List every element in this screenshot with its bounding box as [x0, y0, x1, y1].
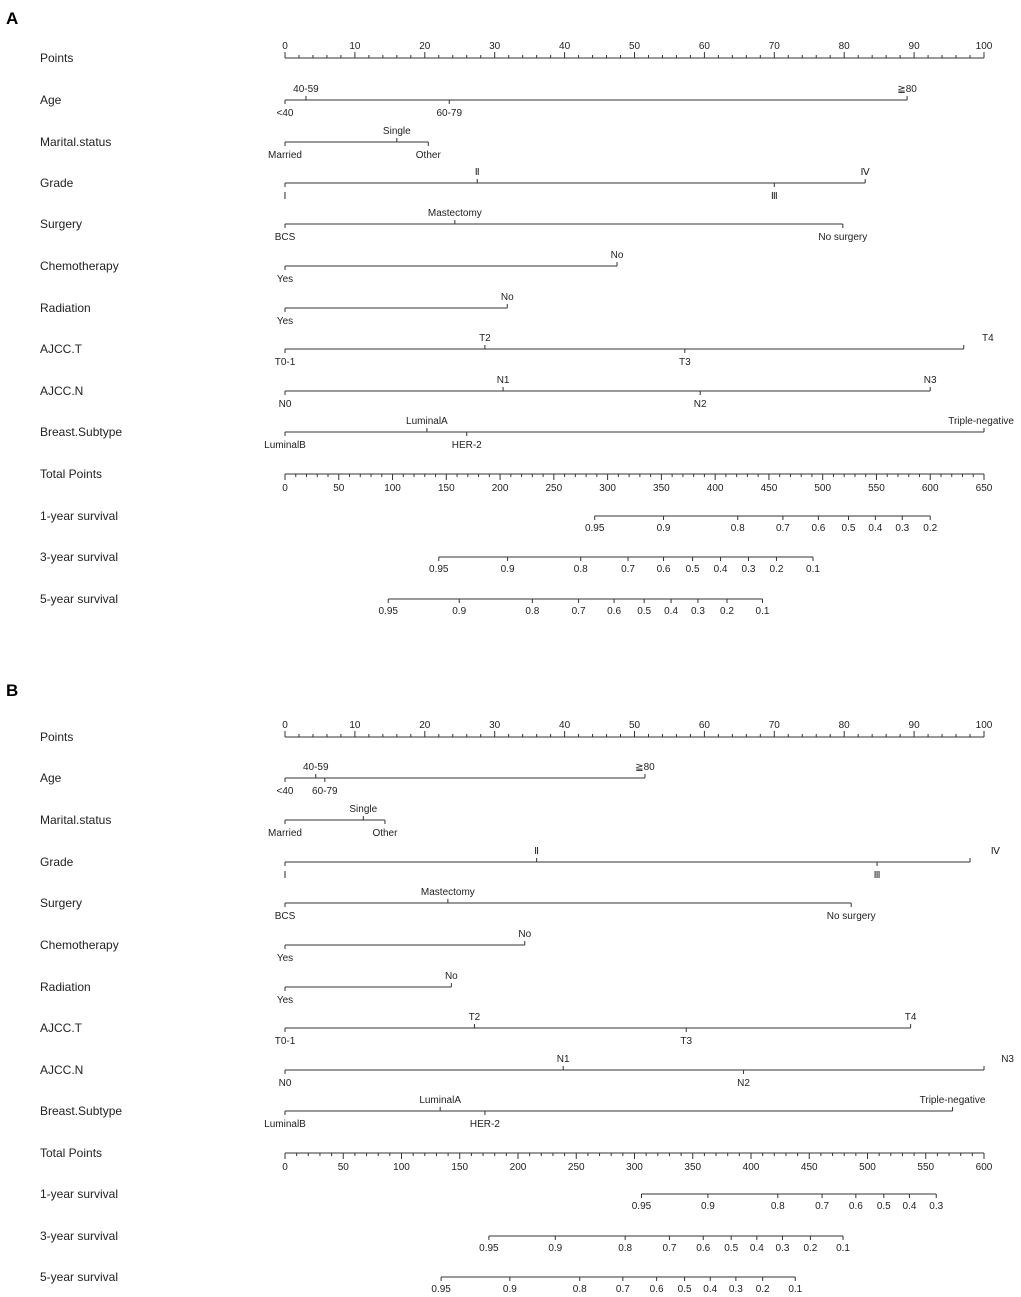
survival-label: 3-year survival — [40, 550, 119, 564]
points-tick-label: 20 — [419, 41, 431, 52]
variable-label: Surgery — [40, 896, 83, 910]
level-label: N0 — [278, 1078, 292, 1089]
level-label: Married — [268, 150, 302, 161]
points-label: Points — [40, 730, 74, 744]
survival-tick-label: 0.9 — [656, 523, 671, 534]
level-label: 40-59 — [302, 762, 329, 773]
survival-tick-label: 0.95 — [479, 1243, 499, 1254]
total-tick-label: 0 — [282, 1162, 288, 1173]
points-tick-label: 90 — [908, 41, 920, 52]
survival-tick-label: 0.95 — [429, 564, 449, 575]
level-label: Yes — [276, 995, 294, 1006]
survival-tick-label: 0.8 — [770, 1201, 785, 1212]
level-label: Mastectomy — [427, 208, 482, 219]
total-tick-label: 400 — [742, 1162, 760, 1173]
points-tick-label: 0 — [282, 720, 288, 731]
total-tick-label: 450 — [760, 483, 778, 494]
level-label: Ⅲ — [770, 191, 778, 202]
survival-tick-label: 0.8 — [572, 1284, 587, 1295]
level-label: N1 — [556, 1054, 570, 1065]
level-label: Ⅳ — [990, 846, 1001, 857]
points-tick-label: 80 — [838, 41, 850, 52]
variable-label: Radiation — [40, 980, 91, 994]
variable-label: Age — [40, 771, 62, 785]
level-label: No — [518, 929, 532, 940]
survival-tick-label: 0.2 — [923, 523, 938, 534]
survival-tick-label: 0.7 — [621, 564, 636, 575]
points-tick-label: 50 — [628, 720, 641, 731]
variable-label: AJCC.T — [40, 1021, 82, 1035]
points-tick-label: 0 — [282, 41, 288, 52]
survival-tick-label: 0.6 — [607, 606, 622, 617]
survival-tick-label: 0.9 — [502, 1284, 517, 1295]
level-label: 60-79 — [436, 108, 463, 119]
points-tick-label: 10 — [349, 41, 361, 52]
points-tick-label: 40 — [559, 41, 571, 52]
survival-tick-label: 0.2 — [769, 564, 784, 575]
points-tick-label: 100 — [975, 720, 993, 731]
survival-tick-label: 0.3 — [775, 1243, 790, 1254]
points-tick-label: 30 — [489, 720, 501, 731]
survival-tick-label: 0.95 — [584, 523, 605, 534]
level-label: N2 — [737, 1078, 750, 1089]
survival-tick-label: 0.9 — [700, 1201, 715, 1212]
survival-tick-label: 0.7 — [615, 1284, 630, 1295]
total-points-label: Total Points — [40, 1146, 103, 1160]
level-label: Ⅰ — [283, 870, 287, 881]
points-tick-label: 60 — [698, 720, 710, 731]
level-label: Yes — [276, 316, 294, 327]
points-tick-label: 70 — [768, 41, 780, 52]
total-tick-label: 350 — [653, 483, 670, 494]
level-label: N3 — [1001, 1054, 1014, 1065]
survival-tick-label: 0.95 — [631, 1201, 652, 1212]
survival-tick-label: 0.4 — [868, 523, 883, 534]
variable-label: Surgery — [40, 217, 83, 231]
total-tick-label: 650 — [975, 483, 993, 494]
variable-label: Marital.status — [40, 135, 112, 149]
total-tick-label: 100 — [384, 483, 401, 494]
survival-tick-label: 0.9 — [500, 564, 515, 575]
level-label: Ⅱ — [474, 167, 480, 178]
survival-tick-label: 0.3 — [741, 564, 756, 575]
survival-label: 5-year survival — [40, 1270, 119, 1284]
variable-label: AJCC.N — [40, 1063, 84, 1077]
survival-tick-label: 0.95 — [378, 606, 398, 617]
level-label: LuminalB — [264, 1119, 306, 1130]
survival-tick-label: 0.1 — [836, 1243, 850, 1254]
points-tick-label: 20 — [419, 720, 431, 731]
level-label: BCS — [274, 232, 296, 243]
level-label: Ⅳ — [860, 167, 870, 178]
survival-tick-label: 0.5 — [685, 564, 700, 575]
points-tick-label: 90 — [908, 720, 920, 731]
level-label: HER-2 — [469, 1119, 500, 1130]
level-label: T0-1 — [274, 357, 296, 368]
variable-label: Chemotherapy — [40, 938, 119, 952]
level-label: Married — [268, 828, 302, 839]
survival-tick-label: 0.3 — [728, 1284, 743, 1295]
level-label: Triple-negative — [948, 416, 1014, 427]
survival-tick-label: 0.7 — [775, 523, 790, 534]
survival-tick-label: 0.7 — [571, 606, 586, 617]
survival-tick-label: 0.4 — [902, 1201, 917, 1212]
level-label: T2 — [479, 333, 491, 344]
level-label: ≧80 — [635, 762, 655, 773]
total-tick-label: 550 — [868, 483, 885, 494]
total-tick-label: 400 — [706, 483, 724, 494]
survival-tick-label: 0.8 — [618, 1243, 633, 1254]
total-tick-label: 150 — [451, 1162, 469, 1173]
survival-tick-label: 0.1 — [806, 564, 820, 575]
survival-tick-label: 0.4 — [749, 1243, 764, 1254]
total-tick-label: 200 — [491, 483, 509, 494]
level-label: No — [500, 292, 514, 303]
survival-tick-label: 0.95 — [431, 1284, 451, 1295]
level-label: T4 — [982, 333, 994, 344]
survival-tick-label: 0.6 — [649, 1284, 664, 1295]
survival-tick-label: 0.2 — [755, 1284, 770, 1295]
level-label: N2 — [693, 399, 707, 410]
level-label: T3 — [680, 1036, 693, 1047]
points-tick-label: 60 — [698, 41, 710, 52]
level-label: 40-59 — [293, 84, 319, 95]
level-label: No surgery — [818, 232, 868, 243]
total-tick-label: 200 — [509, 1162, 527, 1173]
level-label: Other — [415, 150, 441, 161]
survival-tick-label: 0.3 — [895, 523, 910, 534]
survival-tick-label: 0.6 — [811, 523, 826, 534]
survival-tick-label: 0.5 — [876, 1201, 891, 1212]
total-tick-label: 600 — [921, 483, 939, 494]
points-tick-label: 80 — [838, 720, 850, 731]
total-tick-label: 550 — [917, 1162, 935, 1173]
level-label: ≧80 — [897, 84, 917, 95]
level-label: Ⅰ — [283, 191, 287, 202]
survival-label: 3-year survival — [40, 1229, 119, 1243]
level-label: LuminalB — [264, 440, 306, 451]
variable-label: Marital.status — [40, 813, 112, 827]
points-tick-label: 50 — [628, 41, 641, 52]
total-tick-label: 500 — [814, 483, 832, 494]
total-tick-label: 250 — [545, 483, 563, 494]
total-tick-label: 500 — [859, 1162, 876, 1173]
total-tick-label: 450 — [800, 1162, 818, 1173]
survival-tick-label: 0.8 — [573, 564, 588, 575]
survival-tick-label: 0.5 — [724, 1243, 739, 1254]
level-label: T2 — [468, 1012, 481, 1023]
total-tick-label: 250 — [567, 1162, 585, 1173]
level-label: LuminalA — [419, 1095, 462, 1106]
total-tick-label: 300 — [599, 483, 616, 494]
level-label: Other — [372, 828, 398, 839]
points-tick-label: 70 — [768, 720, 780, 731]
survival-tick-label: 0.2 — [803, 1243, 818, 1254]
level-label: N3 — [923, 375, 937, 386]
survival-tick-label: 0.5 — [841, 523, 856, 534]
level-label: No surgery — [826, 911, 876, 922]
level-label: 60-79 — [312, 786, 338, 797]
panel-label: A — [6, 9, 19, 28]
survival-tick-label: 0.9 — [548, 1243, 563, 1254]
total-tick-label: 300 — [626, 1162, 643, 1173]
variable-label: AJCC.N — [40, 384, 84, 398]
level-label: N0 — [278, 399, 292, 410]
level-label: T3 — [678, 357, 691, 368]
level-label: Single — [382, 126, 411, 137]
survival-tick-label: 0.4 — [664, 606, 679, 617]
points-tick-label: 100 — [975, 41, 993, 52]
variable-label: Breast.Subtype — [40, 1104, 123, 1118]
level-label: T4 — [904, 1012, 917, 1023]
survival-tick-label: 0.6 — [848, 1201, 863, 1212]
level-label: Yes — [276, 953, 294, 964]
variable-label: Grade — [40, 855, 74, 869]
survival-tick-label: 0.4 — [703, 1284, 718, 1295]
survival-tick-label: 0.3 — [690, 606, 705, 617]
level-label: HER-2 — [451, 440, 482, 451]
survival-tick-label: 0.8 — [730, 523, 745, 534]
survival-tick-label: 0.1 — [788, 1284, 803, 1295]
level-label: T0-1 — [274, 1036, 296, 1047]
survival-tick-label: 0.3 — [929, 1201, 944, 1212]
variable-label: Radiation — [40, 301, 91, 315]
level-label: Ⅱ — [534, 846, 540, 857]
level-label: Mastectomy — [420, 887, 475, 898]
points-tick-label: 30 — [489, 41, 501, 52]
survival-tick-label: 0.1 — [755, 606, 770, 617]
points-tick-label: 10 — [349, 720, 361, 731]
survival-label: 1-year survival — [40, 1187, 119, 1201]
points-label: Points — [40, 51, 74, 65]
survival-tick-label: 0.8 — [525, 606, 540, 617]
total-tick-label: 100 — [393, 1162, 410, 1173]
level-label: <40 — [276, 108, 294, 119]
total-tick-label: 150 — [437, 483, 455, 494]
total-tick-label: 600 — [975, 1162, 993, 1173]
survival-tick-label: 0.5 — [637, 606, 652, 617]
survival-tick-label: 0.7 — [662, 1243, 677, 1254]
survival-tick-label: 0.6 — [696, 1243, 711, 1254]
level-label: BCS — [274, 911, 296, 922]
level-label: Yes — [276, 274, 294, 285]
total-tick-label: 350 — [684, 1162, 702, 1173]
variable-label: Age — [40, 93, 62, 107]
level-label: N1 — [496, 375, 510, 386]
variable-label: Grade — [40, 176, 74, 190]
level-label: No — [444, 971, 458, 982]
survival-tick-label: 0.7 — [815, 1201, 830, 1212]
total-tick-label: 50 — [337, 1162, 349, 1173]
variable-label: AJCC.T — [40, 342, 82, 356]
variable-label: Breast.Subtype — [40, 425, 123, 439]
level-label: LuminalA — [406, 416, 448, 427]
variable-label: Chemotherapy — [40, 259, 119, 273]
total-points-label: Total Points — [40, 467, 103, 481]
panel-label: B — [6, 681, 19, 700]
level-label: No — [610, 250, 624, 261]
total-tick-label: 50 — [333, 483, 345, 494]
survival-label: 5-year survival — [40, 592, 119, 606]
survival-tick-label: 0.5 — [677, 1284, 692, 1295]
total-tick-label: 0 — [282, 483, 288, 494]
survival-tick-label: 0.4 — [713, 564, 728, 575]
level-label: <40 — [276, 786, 294, 797]
level-label: Triple-negative — [919, 1095, 986, 1106]
survival-tick-label: 0.2 — [720, 606, 734, 617]
level-label: Ⅲ — [873, 870, 881, 881]
survival-tick-label: 0.9 — [452, 606, 467, 617]
level-label: Single — [349, 804, 378, 815]
survival-label: 1-year survival — [40, 509, 119, 523]
points-tick-label: 40 — [559, 720, 571, 731]
survival-tick-label: 0.6 — [656, 564, 671, 575]
